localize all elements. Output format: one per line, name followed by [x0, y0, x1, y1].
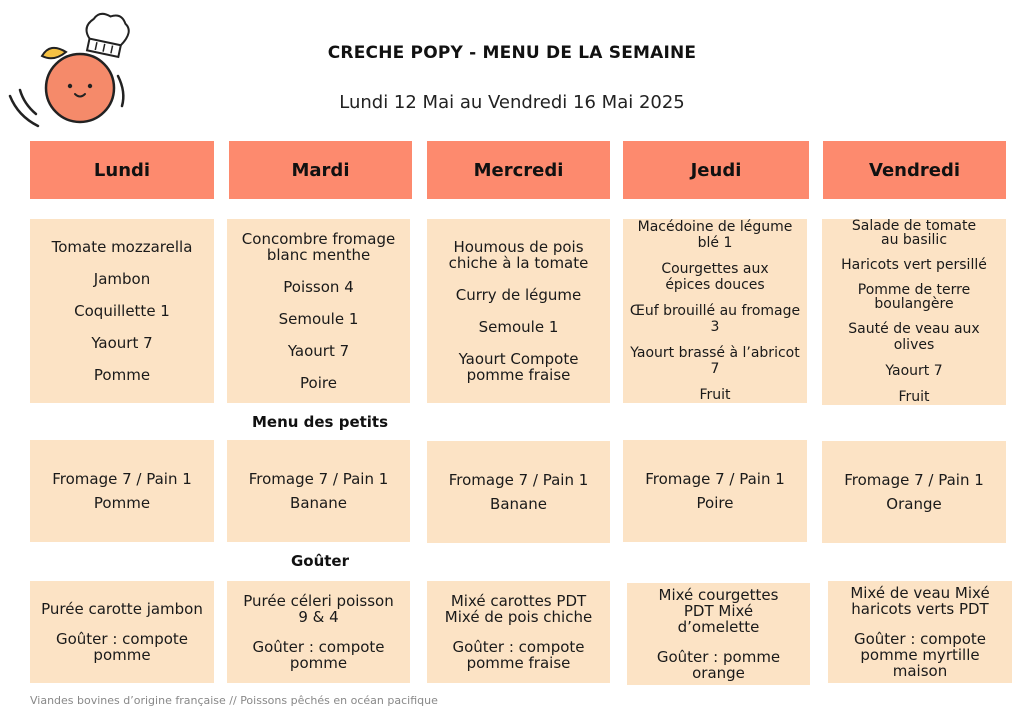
- menu-item: Jambon: [93, 270, 151, 288]
- menu-item: Curry de légume: [455, 286, 582, 304]
- menu-item: Œuf brouillé au fromage 3: [629, 303, 801, 335]
- petits-card-lundi: [30, 440, 214, 542]
- lunch-card-mercredi: [427, 219, 610, 403]
- gouter-card-mercredi: [427, 581, 610, 683]
- petits-card-jeudi: [623, 440, 807, 542]
- menu-item: Macédoine de légume blé 1: [637, 219, 793, 251]
- menu-item: Purée céleri poisson 9 & 4: [243, 592, 394, 626]
- menu-item: Mixé carottes PDT Mixé de pois chiche: [444, 592, 593, 626]
- lunch-card-vendredi: [822, 219, 1006, 405]
- petits-card-vendredi: [822, 441, 1006, 543]
- menu-item: Fruit: [898, 389, 930, 405]
- page-title: CRECHE POPY - MENU DE LA SEMAINE: [327, 43, 697, 63]
- menu-item: Poire: [696, 494, 734, 512]
- menu-item: Goûter : compote pomme: [252, 638, 385, 672]
- menu-item: Purée carotte jambon: [41, 600, 203, 618]
- menu-item: Goûter : compote pomme: [55, 630, 189, 664]
- day-header-mercredi: Mercredi: [427, 141, 610, 199]
- menu-item: Yaourt brassé à l’abricot 7: [630, 345, 800, 377]
- day-header-jeudi: Jeudi: [623, 141, 809, 199]
- menu-item: Coquillette 1: [74, 302, 170, 320]
- day-header-lundi: Lundi: [30, 141, 214, 199]
- date-range: Lundi 12 Mai au Vendredi 16 Mai 2025: [339, 92, 685, 113]
- menu-item: Banane: [290, 494, 347, 512]
- menu-item: Yaourt 7: [287, 342, 350, 360]
- menu-item: Goûter : compote pomme myrtille maison: [853, 630, 987, 680]
- menu-item: Mixé de veau Mixé haricots verts PDT: [850, 584, 990, 618]
- lunch-card-lundi: [30, 219, 214, 403]
- menu-item: Goûter : compote pomme fraise: [452, 638, 585, 672]
- menu-item: Pomme: [93, 494, 151, 512]
- menu-item: Haricots vert persillé: [841, 257, 987, 273]
- section-gouter: Goûter: [290, 552, 350, 570]
- menu-item: Sauté de veau aux olives: [848, 321, 980, 353]
- lunch-card-mardi: [227, 219, 410, 403]
- menu-item: Banane: [490, 495, 547, 513]
- gouter-card-mardi: [227, 581, 410, 683]
- menu-item: Pomme: [93, 366, 151, 384]
- day-header-vendredi: Vendredi: [823, 141, 1006, 199]
- menu-item: Tomate mozzarella: [51, 238, 193, 256]
- section-menu-des-petits: Menu des petits: [251, 413, 389, 431]
- menu-item: Salade de tomate au basilic: [851, 218, 977, 248]
- lunch-card-jeudi: [623, 219, 807, 403]
- menu-item: Poire: [300, 374, 337, 392]
- menu-item: Concombre fromage blanc menthe: [241, 230, 396, 264]
- petits-card-mercredi: [427, 441, 610, 543]
- menu-item: Goûter : pomme orange: [656, 648, 781, 682]
- menu-item: Fromage 7 / Pain 1: [248, 470, 389, 488]
- gouter-card-vendredi: [828, 581, 1012, 683]
- menu-item: Yaourt Compote pomme fraise: [458, 350, 579, 384]
- menu-item: Semoule 1: [478, 318, 559, 336]
- gouter-card-jeudi: [627, 583, 810, 685]
- footer-note: Viandes bovines d’origine française // Poissons pêchés en océan pacifique: [30, 694, 438, 707]
- day-header-mardi: Mardi: [229, 141, 412, 199]
- menu-item: Fruit: [699, 387, 731, 403]
- menu-item: Orange: [886, 495, 942, 513]
- menu-item: Pomme de terre boulangère: [857, 282, 971, 312]
- menu-item: Semoule 1: [278, 310, 359, 328]
- gouter-card-lundi: [30, 581, 214, 683]
- menu-item: Fromage 7 / Pain 1: [645, 470, 785, 488]
- menu-item: Courgettes aux épices douces: [661, 261, 769, 293]
- menu-item: Mixé courgettes PDT Mixé d’omelette: [658, 586, 779, 636]
- menu-item: Fromage 7 / Pain 1: [844, 471, 984, 489]
- menu-item: Fromage 7 / Pain 1: [52, 470, 192, 488]
- petits-card-mardi: [227, 440, 410, 542]
- menu-item: Poisson 4: [283, 278, 354, 296]
- menu-item: Houmous de pois chiche à la tomate: [448, 238, 589, 272]
- menu-item: Fromage 7 / Pain 1: [448, 471, 589, 489]
- menu-item: Yaourt 7: [885, 363, 943, 379]
- menu-item: Yaourt 7: [91, 334, 153, 352]
